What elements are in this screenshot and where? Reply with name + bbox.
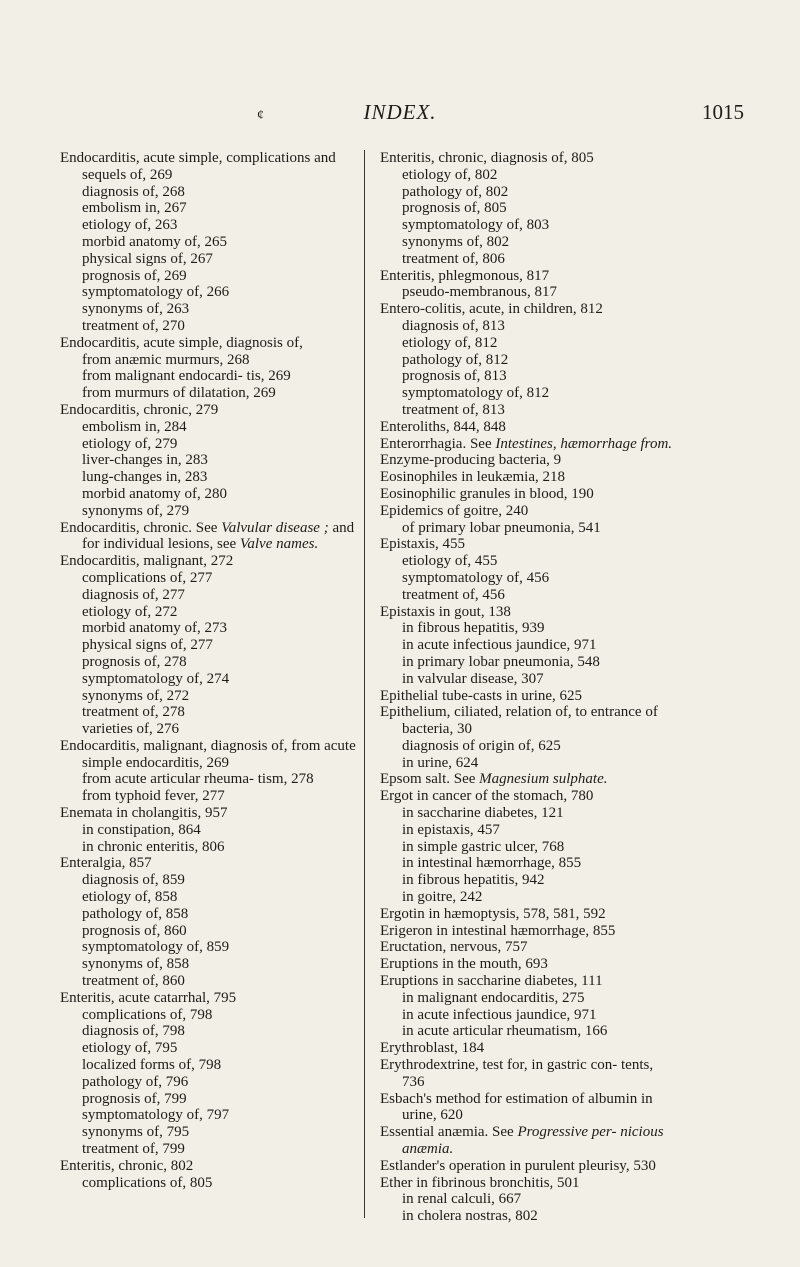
index-entry [380, 452, 676, 469]
index-entry [380, 301, 676, 318]
entry-text: Enteritis, chronic, 802 [60, 1157, 194, 1174]
column-divider [364, 150, 365, 1218]
index-entry [380, 688, 676, 705]
entry-text: prognosis of, 278 [82, 653, 187, 670]
entry-text: prognosis of, 799 [82, 1090, 187, 1107]
index-subentry [60, 704, 356, 721]
index-subentry [60, 251, 356, 268]
index-subentry [380, 637, 676, 654]
index-subentry [60, 1124, 356, 1141]
entry-text: pathology of, 812 [402, 351, 509, 368]
entry-text: synonyms of, 802 [402, 233, 510, 250]
index-subentry [60, 906, 356, 923]
index-subentry [380, 654, 676, 671]
entry-text: Enemata in cholangitis, 957 [60, 805, 228, 822]
index-entry [60, 402, 356, 419]
entry-text: symptomatology of, 456 [402, 569, 550, 586]
index-subentry [380, 318, 676, 335]
entry-text: in primary lobar pneumonia, 548 [402, 653, 600, 670]
index-entry [60, 553, 356, 570]
index-subentry [60, 200, 356, 217]
entry-text: Enteralgia, 857 [60, 855, 152, 872]
index-entry [60, 990, 356, 1007]
entry-text: in simple gastric ulcer, 768 [402, 838, 565, 855]
entry-text: in intestinal hæmorrhage, 855 [402, 855, 582, 872]
index-subentry [380, 805, 676, 822]
entry-text: Erythrodextrine, test for, in gastric con- tents, 736 [380, 1057, 654, 1090]
entry-text: Endocarditis, chronic. See [60, 519, 222, 536]
entry-text: Epithelial tube-casts in urine, 625 [380, 687, 583, 704]
entry-text: in acute articular rheumatism, 166 [402, 1023, 608, 1040]
index-entry [380, 604, 676, 621]
entry-text: complications of, 805 [82, 1174, 213, 1191]
entry-text: prognosis of, 269 [82, 267, 187, 284]
entry-text: Estlander's operation in purulent pleurisy, 530 [380, 1157, 656, 1174]
entry-text: Enteritis, chronic, diagnosis of, 805 [380, 150, 594, 166]
entry-text: in malignant endocarditis, 275 [402, 989, 585, 1006]
index-subentry [60, 301, 356, 318]
index-subentry [380, 402, 676, 419]
entry-text: in renal calculi, 667 [402, 1191, 522, 1208]
entry-text: prognosis of, 860 [82, 922, 187, 939]
entry-text: localized forms of, 798 [82, 1057, 222, 1074]
index-entry [380, 486, 676, 503]
index-subentry [380, 251, 676, 268]
entry-text: etiology of, 263 [82, 217, 178, 234]
index-entry [380, 1040, 676, 1057]
entry-text: lung-changes in, 283 [82, 469, 208, 486]
entry-text: Endocarditis, malignant, diagnosis of, from acute simple endocarditis, 269 [60, 737, 356, 771]
index-subentry [380, 385, 676, 402]
index-subentry [380, 738, 676, 755]
entry-text: treatment of, 799 [82, 1141, 185, 1158]
index-subentry [60, 872, 356, 889]
index-subentry [60, 268, 356, 285]
index-subentry [60, 637, 356, 654]
index-subentry [380, 570, 676, 587]
index-subentry [60, 284, 356, 301]
index-subentry [60, 721, 356, 738]
index-entry [60, 520, 356, 554]
index-subentry [380, 755, 676, 772]
entry-text: in saccharine diabetes, 121 [402, 805, 564, 822]
index-subentry [60, 654, 356, 671]
entry-text: in acute infectious jaundice, 971 [402, 637, 597, 654]
entry-text: from acute articular rheuma- tism, 278 [82, 771, 314, 788]
cross-reference: Valvular disease ; [221, 519, 329, 536]
entry-text: Epithelium, ciliated, relation of, to entrance of bacteria, 30 [380, 704, 658, 738]
entry-text: Entero-colitis, acute, in children, 812 [380, 301, 603, 318]
index-subentry [60, 822, 356, 839]
index-subentry [380, 1208, 676, 1225]
index-subentry [60, 1057, 356, 1074]
index-entry [380, 939, 676, 956]
index-subentry [60, 217, 356, 234]
entry-text: Endocarditis, acute simple, diagnosis of, [60, 334, 303, 351]
index-subentry [60, 1091, 356, 1108]
index-subentry [60, 620, 356, 637]
entry-text: symptomatology of, 274 [82, 670, 230, 687]
cross-reference: Progressive per- nicious anæmia. [402, 1124, 664, 1158]
index-subentry [380, 822, 676, 839]
entry-text: prognosis of, 813 [402, 368, 507, 385]
index-subentry [380, 335, 676, 352]
index-subentry [60, 1175, 356, 1192]
entry-text: synonyms of, 263 [82, 301, 190, 318]
index-subentry [60, 1040, 356, 1057]
index-entry [60, 150, 356, 184]
index-entry [380, 788, 676, 805]
entry-text: embolism in, 267 [82, 200, 187, 217]
index-entry [380, 1091, 676, 1125]
entry-text: diagnosis of, 277 [82, 586, 185, 603]
entry-text: morbid anatomy of, 273 [82, 620, 227, 637]
entry-text: in fibrous hepatitis, 942 [402, 872, 545, 889]
entry-text: from malignant endocardi- tis, 269 [82, 368, 291, 385]
entry-text: etiology of, 455 [402, 553, 498, 570]
index-entry [380, 704, 676, 738]
entry-text: complications of, 277 [82, 569, 213, 586]
entry-text: symptomatology of, 266 [82, 284, 230, 301]
entry-text: treatment of, 270 [82, 317, 185, 334]
entry-text: in epistaxis, 457 [402, 821, 500, 838]
entry-text: Eructation, nervous, 757 [380, 939, 528, 956]
index-subentry [380, 889, 676, 906]
index-subentry [60, 604, 356, 621]
entry-text: Eosinophiles in leukæmia, 218 [380, 469, 565, 486]
index-entry [60, 1158, 356, 1175]
index-subentry [60, 1141, 356, 1158]
entry-text: etiology of, 279 [82, 435, 178, 452]
index-subentry [60, 587, 356, 604]
entry-text: Erigeron in intestinal hæmorrhage, 855 [380, 922, 616, 939]
index-subentry [380, 284, 676, 301]
index-entry [380, 469, 676, 486]
entry-text: liver-changes in, 283 [82, 452, 208, 469]
index-subentry [380, 200, 676, 217]
entry-text: Epsom salt. See [380, 771, 480, 788]
index-subentry [380, 217, 676, 234]
index-entry [380, 1158, 676, 1175]
index-subentry [60, 839, 356, 856]
entry-text: pseudo-membranous, 817 [402, 284, 557, 301]
entry-text: in cholera nostras, 802 [402, 1208, 538, 1225]
index-entry [380, 536, 676, 553]
index-subentry [380, 184, 676, 201]
index-subentry [380, 1191, 676, 1208]
entry-text: Enzyme-producing bacteria, 9 [380, 452, 562, 469]
cross-reference: Valve names. [239, 536, 319, 553]
index-subentry [380, 368, 676, 385]
index-entry [60, 855, 356, 872]
index-entry [380, 419, 676, 436]
entry-text: diagnosis of, 798 [82, 1023, 185, 1040]
index-entry [60, 738, 356, 772]
entry-text: Eruptions in the mouth, 693 [380, 956, 548, 973]
entry-text: physical signs of, 267 [82, 250, 213, 267]
entry-text: in urine, 624 [402, 754, 479, 771]
index-entry [380, 436, 676, 453]
entry-text: diagnosis of, 268 [82, 183, 185, 200]
entry-text: Ergot in cancer of the stomach, 780 [380, 788, 594, 805]
entry-text: complications of, 798 [82, 1006, 213, 1023]
index-subentry [60, 234, 356, 251]
index-subentry [380, 167, 676, 184]
entry-text: Enteritis, phlegmonous, 817 [380, 267, 550, 284]
index-subentry [380, 234, 676, 251]
entry-text: synonyms of, 795 [82, 1124, 190, 1141]
index-subentry [60, 956, 356, 973]
entry-text: varieties of, 276 [82, 721, 180, 738]
index-subentry [60, 352, 356, 369]
index-subentry [380, 1007, 676, 1024]
index-subentry [60, 923, 356, 940]
entry-text: morbid anatomy of, 265 [82, 233, 227, 250]
entry-text: Eosinophilic granules in blood, 190 [380, 485, 594, 502]
entry-text: in chronic enteritis, 806 [82, 838, 225, 855]
index-column-right [380, 150, 676, 1225]
entry-text: pathology of, 802 [402, 183, 509, 200]
index-entry [380, 771, 676, 788]
entry-text: Ether in fibrinous bronchitis, 501 [380, 1174, 580, 1191]
entry-text: embolism in, 284 [82, 418, 187, 435]
entry-text: symptomatology of, 803 [402, 217, 550, 234]
index-subentry [60, 1023, 356, 1040]
index-subentry [380, 620, 676, 637]
index-subentry [60, 452, 356, 469]
page-header [0, 100, 800, 132]
entry-text: synonyms of, 272 [82, 687, 190, 704]
index-entry [380, 1057, 676, 1091]
index-subentry [60, 671, 356, 688]
index-subentry [60, 1007, 356, 1024]
index-subentry [60, 368, 356, 385]
entry-text: diagnosis of origin of, 625 [402, 737, 561, 754]
entry-text: treatment of, 456 [402, 586, 505, 603]
index-subentry [60, 688, 356, 705]
entry-text: Endocarditis, acute simple, complications and sequels of, 269 [60, 150, 336, 183]
index-subentry [60, 771, 356, 788]
entry-text: from anæmic murmurs, 268 [82, 351, 250, 368]
entry-text: Endocarditis, malignant, 272 [60, 553, 234, 570]
index-subentry [380, 872, 676, 889]
entry-text: pathology of, 796 [82, 1073, 189, 1090]
cross-reference: Intestines, hæmorrhage from. [495, 435, 673, 452]
index-entry [380, 1175, 676, 1192]
entry-text: Esbach's method for estimation of albumin in urine, 620 [380, 1090, 653, 1124]
entry-text: Epistaxis in gout, 138 [380, 603, 511, 620]
index-entry [380, 956, 676, 973]
entry-text: synonyms of, 279 [82, 502, 190, 519]
index-subentry [60, 889, 356, 906]
index-subentry [60, 486, 356, 503]
index-entry [380, 268, 676, 285]
index-entry [380, 906, 676, 923]
entry-text: in constipation, 864 [82, 821, 201, 838]
entry-text: etiology of, 272 [82, 603, 178, 620]
entry-text: etiology of, 812 [402, 334, 498, 351]
entry-text: Endocarditis, chronic, 279 [60, 401, 219, 418]
entry-text: morbid anatomy of, 280 [82, 485, 227, 502]
index-entry [380, 923, 676, 940]
entry-text: etiology of, 802 [402, 166, 498, 183]
index-subentry [60, 385, 356, 402]
index-subentry [380, 839, 676, 856]
index-subentry [60, 1107, 356, 1124]
entry-text: symptomatology of, 797 [82, 1107, 230, 1124]
index-subentry [380, 671, 676, 688]
index-subentry [60, 1074, 356, 1091]
entry-text: Ergotin in hæmoptysis, 578, 581, 592 [380, 905, 606, 922]
entry-text: Enteritis, acute catarrhal, 795 [60, 989, 237, 1006]
entry-text: symptomatology of, 859 [82, 939, 230, 956]
entry-text: and for individual lesions, see [82, 519, 355, 553]
index-subentry [60, 318, 356, 335]
index-subentry [380, 855, 676, 872]
entry-text: symptomatology of, 812 [402, 385, 550, 402]
entry-text: diagnosis of, 859 [82, 872, 185, 889]
entry-text: from murmurs of dilatation, 269 [82, 385, 276, 402]
entry-text: prognosis of, 805 [402, 200, 507, 217]
entry-text: Erythroblast, 184 [380, 1040, 485, 1057]
entry-text: of primary lobar pneumonia, 541 [402, 519, 601, 536]
entry-text: synonyms of, 858 [82, 956, 190, 973]
index-subentry [60, 570, 356, 587]
entry-text: pathology of, 858 [82, 905, 189, 922]
index-subentry [60, 469, 356, 486]
entry-text: Eruptions in saccharine diabetes, 111 [380, 973, 603, 990]
entry-text: Epidemics of goitre, 240 [380, 502, 529, 519]
entry-text: treatment of, 860 [82, 973, 185, 990]
entry-text: Enteroliths, 844, 848 [380, 418, 506, 435]
entry-text: treatment of, 813 [402, 401, 505, 418]
index-subentry [60, 419, 356, 436]
entry-text: Epistaxis, 455 [380, 536, 465, 553]
entry-text: physical signs of, 277 [82, 637, 213, 654]
index-subentry [60, 436, 356, 453]
index-entry [380, 973, 676, 990]
index-column-left [60, 150, 356, 1191]
entry-text: diagnosis of, 813 [402, 317, 505, 334]
entry-text: Enterorrhagia. See [380, 435, 496, 452]
running-head: INDEX. [363, 100, 437, 124]
entry-text: in acute infectious jaundice, 971 [402, 1006, 597, 1023]
index-entry [380, 503, 676, 520]
entry-text: etiology of, 858 [82, 889, 178, 906]
index-entry [380, 1124, 676, 1158]
index-entry [60, 805, 356, 822]
entry-text: treatment of, 278 [82, 704, 185, 721]
entry-text: in goitre, 242 [402, 889, 483, 906]
index-entry [60, 335, 356, 352]
entry-text: in valvular disease, 307 [402, 670, 544, 687]
index-subentry [60, 973, 356, 990]
index-subentry [380, 990, 676, 1007]
entry-text: Essential anæmia. See [380, 1124, 518, 1141]
index-subentry [380, 553, 676, 570]
index-subentry [380, 587, 676, 604]
index-subentry [380, 520, 676, 537]
index-subentry [60, 184, 356, 201]
index-subentry [380, 352, 676, 369]
cross-reference: Magnesium sulphate. [479, 771, 608, 788]
entry-text: in fibrous hepatitis, 939 [402, 620, 545, 637]
entry-text: etiology of, 795 [82, 1040, 178, 1057]
entry-text: treatment of, 806 [402, 250, 505, 267]
index-subentry [60, 503, 356, 520]
page-number: 1015 [702, 100, 744, 124]
index-entry [380, 150, 676, 167]
printer-mark: ¢ [257, 108, 264, 123]
index-subentry [60, 788, 356, 805]
entry-text: from typhoid fever, 277 [82, 788, 225, 805]
index-subentry [60, 939, 356, 956]
index-subentry [380, 1023, 676, 1040]
